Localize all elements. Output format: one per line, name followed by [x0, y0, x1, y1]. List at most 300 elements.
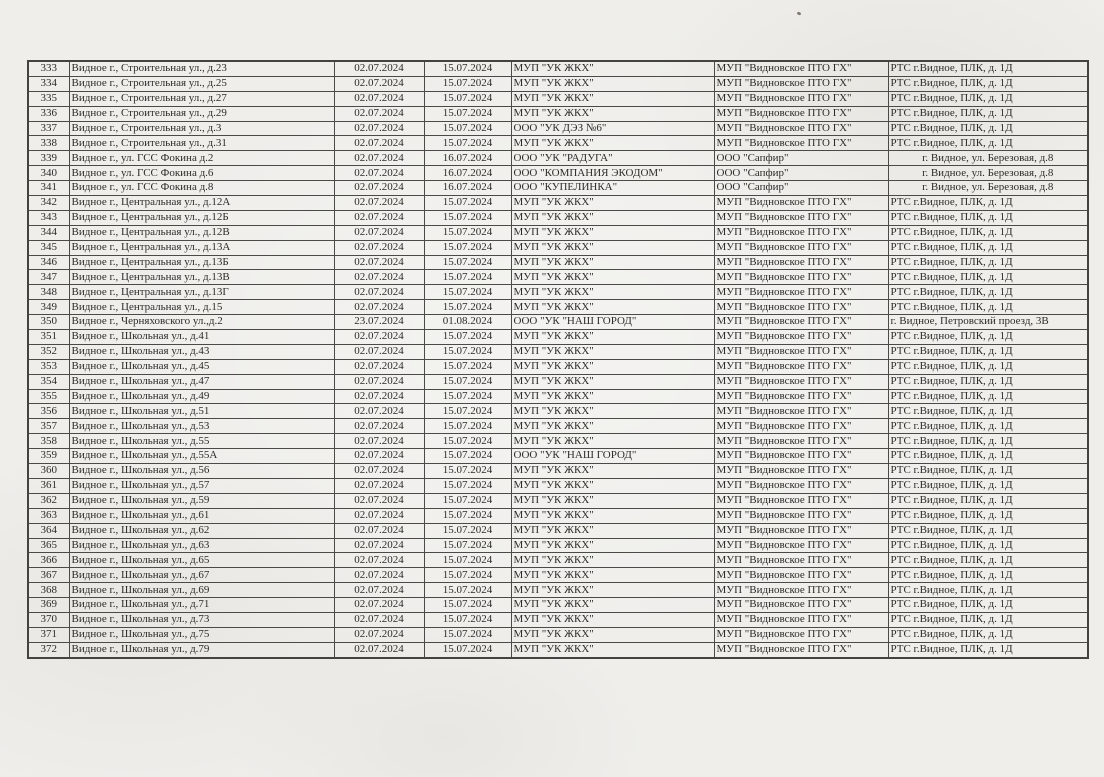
cell-end-date: 15.07.2024 [424, 627, 511, 642]
cell-heat-supplier: МУП "Видновское ПТО ГХ" [714, 285, 888, 300]
cell-row-number: 353 [28, 359, 69, 374]
cell-address: Видное г., Школьная ул., д.57 [69, 478, 334, 493]
cell-address: Видное г., Школьная ул., д.49 [69, 389, 334, 404]
cell-address: Видное г., Черняховского ул.,д.2 [69, 315, 334, 330]
table-row [28, 240, 1088, 255]
cell-end-date: 16.07.2024 [424, 181, 511, 196]
table-row [28, 478, 1088, 493]
cell-management-company: МУП "УК ЖКХ" [511, 627, 714, 642]
cell-end-date: 15.07.2024 [424, 583, 511, 598]
cell-management-company: МУП "УК ЖКХ" [511, 538, 714, 553]
cell-management-company: МУП "УК ЖКХ" [511, 255, 714, 270]
cell-management-company: МУП "УК ЖКХ" [511, 568, 714, 583]
cell-address: Видное г., Центральная ул., д.13А [69, 240, 334, 255]
cell-heat-source: РТС г.Видное, ПЛК, д. 1Д [888, 538, 1088, 553]
cell-row-number: 333 [28, 61, 69, 76]
cell-start-date: 02.07.2024 [334, 598, 424, 613]
cell-management-company: МУП "УК ЖКХ" [511, 344, 714, 359]
cell-address: Видное г., Школьная ул., д.56 [69, 464, 334, 479]
cell-heat-supplier: МУП "Видновское ПТО ГХ" [714, 121, 888, 136]
cell-heat-source: РТС г.Видное, ПЛК, д. 1Д [888, 493, 1088, 508]
cell-row-number: 367 [28, 568, 69, 583]
cell-heat-source: РТС г.Видное, ПЛК, д. 1Д [888, 210, 1088, 225]
cell-management-company: МУП "УК ЖКХ" [511, 270, 714, 285]
table-row [28, 449, 1088, 464]
cell-row-number: 338 [28, 136, 69, 151]
cell-address: Видное г., Школьная ул., д.43 [69, 344, 334, 359]
cell-row-number: 350 [28, 315, 69, 330]
cell-end-date: 15.07.2024 [424, 598, 511, 613]
cell-address: Видное г., Школьная ул., д.47 [69, 374, 334, 389]
table-row [28, 225, 1088, 240]
cell-row-number: 337 [28, 121, 69, 136]
cell-heat-source: РТС г.Видное, ПЛК, д. 1Д [888, 419, 1088, 434]
cell-heat-source: РТС г.Видное, ПЛК, д. 1Д [888, 285, 1088, 300]
cell-heat-supplier: МУП "Видновское ПТО ГХ" [714, 508, 888, 523]
cell-row-number: 357 [28, 419, 69, 434]
cell-management-company: ООО "УК "РАДУГА" [511, 151, 714, 166]
cell-start-date: 02.07.2024 [334, 270, 424, 285]
cell-heat-source: РТС г.Видное, ПЛК, д. 1Д [888, 136, 1088, 151]
table-row [28, 136, 1088, 151]
cell-heat-source: РТС г.Видное, ПЛК, д. 1Д [888, 508, 1088, 523]
cell-address: Видное г., Школьная ул., д.55 [69, 434, 334, 449]
cell-management-company: МУП "УК ЖКХ" [511, 106, 714, 121]
cell-heat-source: РТС г.Видное, ПЛК, д. 1Д [888, 330, 1088, 345]
cell-end-date: 15.07.2024 [424, 255, 511, 270]
cell-address: Видное г., Школьная ул., д.51 [69, 404, 334, 419]
cell-heat-source: РТС г.Видное, ПЛК, д. 1Д [888, 583, 1088, 598]
cell-heat-supplier: МУП "Видновское ПТО ГХ" [714, 523, 888, 538]
cell-start-date: 02.07.2024 [334, 240, 424, 255]
cell-row-number: 354 [28, 374, 69, 389]
cell-start-date: 02.07.2024 [334, 300, 424, 315]
cell-heat-supplier: МУП "Видновское ПТО ГХ" [714, 255, 888, 270]
table-row [28, 583, 1088, 598]
table-row [28, 255, 1088, 270]
table-row [28, 568, 1088, 583]
cell-heat-supplier: МУП "Видновское ПТО ГХ" [714, 612, 888, 627]
cell-management-company: ООО "УК "НАШ ГОРОД" [511, 449, 714, 464]
cell-heat-supplier: МУП "Видновское ПТО ГХ" [714, 315, 888, 330]
table-row [28, 359, 1088, 374]
cell-row-number: 348 [28, 285, 69, 300]
cell-address: Видное г., Центральная ул., д.12А [69, 196, 334, 211]
cell-heat-source: г. Видное, ул. Березовая, д.8 [888, 181, 1088, 196]
cell-address: Видное г., ул. ГСС Фокина д.6 [69, 166, 334, 181]
cell-management-company: МУП "УК ЖКХ" [511, 523, 714, 538]
cell-address: Видное г., Строительная ул., д.23 [69, 61, 334, 76]
ink-speck [797, 11, 802, 15]
cell-management-company: МУП "УК ЖКХ" [511, 210, 714, 225]
cell-address: Видное г., Школьная ул., д.55А [69, 449, 334, 464]
cell-heat-source: РТС г.Видное, ПЛК, д. 1Д [888, 374, 1088, 389]
cell-start-date: 02.07.2024 [334, 553, 424, 568]
cell-start-date: 02.07.2024 [334, 612, 424, 627]
cell-heat-source: РТС г.Видное, ПЛК, д. 1Д [888, 300, 1088, 315]
cell-row-number: 364 [28, 523, 69, 538]
cell-heat-supplier: МУП "Видновское ПТО ГХ" [714, 568, 888, 583]
cell-address: Видное г., Центральная ул., д.13Б [69, 255, 334, 270]
cell-end-date: 15.07.2024 [424, 240, 511, 255]
cell-row-number: 370 [28, 612, 69, 627]
cell-start-date: 02.07.2024 [334, 523, 424, 538]
cell-heat-supplier: МУП "Видновское ПТО ГХ" [714, 225, 888, 240]
cell-management-company: МУП "УК ЖКХ" [511, 434, 714, 449]
cell-end-date: 15.07.2024 [424, 344, 511, 359]
cell-end-date: 15.07.2024 [424, 285, 511, 300]
cell-start-date: 02.07.2024 [334, 508, 424, 523]
table-row [28, 553, 1088, 568]
cell-start-date: 02.07.2024 [334, 464, 424, 479]
cell-row-number: 345 [28, 240, 69, 255]
table-row [28, 300, 1088, 315]
cell-management-company: ООО "КОМПАНИЯ ЭКОДОМ" [511, 166, 714, 181]
cell-heat-supplier: МУП "Видновское ПТО ГХ" [714, 493, 888, 508]
cell-row-number: 336 [28, 106, 69, 121]
cell-start-date: 02.07.2024 [334, 136, 424, 151]
cell-heat-supplier: МУП "Видновское ПТО ГХ" [714, 106, 888, 121]
cell-address: Видное г., Строительная ул., д.3 [69, 121, 334, 136]
cell-row-number: 342 [28, 196, 69, 211]
table-row [28, 166, 1088, 181]
cell-address: Видное г., Строительная ул., д.31 [69, 136, 334, 151]
cell-management-company: МУП "УК ЖКХ" [511, 598, 714, 613]
cell-management-company: ООО "УК "НАШ ГОРОД" [511, 315, 714, 330]
cell-start-date: 02.07.2024 [334, 642, 424, 657]
cell-heat-supplier: МУП "Видновское ПТО ГХ" [714, 419, 888, 434]
cell-start-date: 02.07.2024 [334, 210, 424, 225]
table-row [28, 612, 1088, 627]
table-body [28, 61, 1088, 658]
cell-end-date: 15.07.2024 [424, 508, 511, 523]
cell-management-company: МУП "УК ЖКХ" [511, 553, 714, 568]
cell-end-date: 15.07.2024 [424, 419, 511, 434]
cell-start-date: 02.07.2024 [334, 344, 424, 359]
cell-end-date: 15.07.2024 [424, 61, 511, 76]
cell-start-date: 02.07.2024 [334, 449, 424, 464]
cell-heat-supplier: МУП "Видновское ПТО ГХ" [714, 538, 888, 553]
cell-row-number: 351 [28, 330, 69, 345]
table-row [28, 389, 1088, 404]
cell-row-number: 366 [28, 553, 69, 568]
cell-address: Видное г., Школьная ул., д.79 [69, 642, 334, 657]
cell-heat-source: РТС г.Видное, ПЛК, д. 1Д [888, 389, 1088, 404]
cell-heat-source: РТС г.Видное, ПЛК, д. 1Д [888, 642, 1088, 657]
cell-end-date: 15.07.2024 [424, 553, 511, 568]
cell-row-number: 372 [28, 642, 69, 657]
cell-row-number: 352 [28, 344, 69, 359]
table-row [28, 434, 1088, 449]
cell-heat-source: РТС г.Видное, ПЛК, д. 1Д [888, 478, 1088, 493]
cell-address: Видное г., Школьная ул., д.62 [69, 523, 334, 538]
cell-heat-supplier: МУП "Видновское ПТО ГХ" [714, 240, 888, 255]
cell-heat-source: РТС г.Видное, ПЛК, д. 1Д [888, 61, 1088, 76]
cell-row-number: 371 [28, 627, 69, 642]
cell-start-date: 02.07.2024 [334, 255, 424, 270]
cell-end-date: 15.07.2024 [424, 642, 511, 657]
cell-start-date: 02.07.2024 [334, 389, 424, 404]
cell-heat-source: РТС г.Видное, ПЛК, д. 1Д [888, 404, 1088, 419]
cell-heat-source: РТС г.Видное, ПЛК, д. 1Д [888, 255, 1088, 270]
cell-heat-supplier: ООО "Сапфир" [714, 151, 888, 166]
cell-management-company: МУП "УК ЖКХ" [511, 91, 714, 106]
cell-end-date: 15.07.2024 [424, 449, 511, 464]
cell-heat-supplier: МУП "Видновское ПТО ГХ" [714, 300, 888, 315]
cell-heat-source: РТС г.Видное, ПЛК, д. 1Д [888, 523, 1088, 538]
table-row [28, 196, 1088, 211]
cell-management-company: МУП "УК ЖКХ" [511, 583, 714, 598]
cell-start-date: 02.07.2024 [334, 181, 424, 196]
cell-heat-source: РТС г.Видное, ПЛК, д. 1Д [888, 76, 1088, 91]
cell-address: Видное г., Центральная ул., д.12В [69, 225, 334, 240]
table-row [28, 315, 1088, 330]
cell-heat-source: РТС г.Видное, ПЛК, д. 1Д [888, 434, 1088, 449]
cell-end-date: 15.07.2024 [424, 76, 511, 91]
table-row [28, 464, 1088, 479]
cell-address: Видное г., Строительная ул., д.25 [69, 76, 334, 91]
cell-heat-supplier: ООО "Сапфир" [714, 166, 888, 181]
cell-end-date: 15.07.2024 [424, 196, 511, 211]
cell-start-date: 02.07.2024 [334, 151, 424, 166]
cell-end-date: 15.07.2024 [424, 91, 511, 106]
cell-end-date: 16.07.2024 [424, 151, 511, 166]
cell-end-date: 15.07.2024 [424, 136, 511, 151]
cell-end-date: 15.07.2024 [424, 389, 511, 404]
cell-management-company: МУП "УК ЖКХ" [511, 61, 714, 76]
cell-end-date: 15.07.2024 [424, 493, 511, 508]
cell-end-date: 15.07.2024 [424, 225, 511, 240]
cell-address: Видное г., ул. ГСС Фокина д.8 [69, 181, 334, 196]
cell-start-date: 02.07.2024 [334, 493, 424, 508]
cell-end-date: 15.07.2024 [424, 359, 511, 374]
cell-heat-supplier: МУП "Видновское ПТО ГХ" [714, 76, 888, 91]
cell-address: Видное г., Школьная ул., д.67 [69, 568, 334, 583]
cell-row-number: 356 [28, 404, 69, 419]
table-row [28, 598, 1088, 613]
table-row [28, 523, 1088, 538]
cell-heat-supplier: МУП "Видновское ПТО ГХ" [714, 642, 888, 657]
table-row [28, 344, 1088, 359]
table-row [28, 493, 1088, 508]
cell-end-date: 15.07.2024 [424, 106, 511, 121]
cell-end-date: 15.07.2024 [424, 568, 511, 583]
cell-address: Видное г., Школьная ул., д.63 [69, 538, 334, 553]
table-row [28, 210, 1088, 225]
cell-start-date: 02.07.2024 [334, 478, 424, 493]
cell-end-date: 16.07.2024 [424, 166, 511, 181]
cell-heat-supplier: МУП "Видновское ПТО ГХ" [714, 359, 888, 374]
table-row [28, 508, 1088, 523]
cell-end-date: 15.07.2024 [424, 270, 511, 285]
cell-start-date: 02.07.2024 [334, 330, 424, 345]
cell-heat-supplier: МУП "Видновское ПТО ГХ" [714, 389, 888, 404]
cell-heat-source: РТС г.Видное, ПЛК, д. 1Д [888, 464, 1088, 479]
cell-start-date: 02.07.2024 [334, 404, 424, 419]
cell-management-company: МУП "УК ЖКХ" [511, 285, 714, 300]
cell-start-date: 02.07.2024 [334, 285, 424, 300]
cell-row-number: 365 [28, 538, 69, 553]
cell-address: Видное г., ул. ГСС Фокина д.2 [69, 151, 334, 166]
cell-row-number: 362 [28, 493, 69, 508]
cell-heat-source: РТС г.Видное, ПЛК, д. 1Д [888, 106, 1088, 121]
cell-end-date: 15.07.2024 [424, 523, 511, 538]
cell-heat-source: РТС г.Видное, ПЛК, д. 1Д [888, 240, 1088, 255]
cell-row-number: 347 [28, 270, 69, 285]
cell-heat-supplier: МУП "Видновское ПТО ГХ" [714, 270, 888, 285]
cell-end-date: 15.07.2024 [424, 121, 511, 136]
cell-address: Видное г., Строительная ул., д.27 [69, 91, 334, 106]
cell-heat-source: г. Видное, ул. Березовая, д.8 [888, 166, 1088, 181]
cell-start-date: 02.07.2024 [334, 419, 424, 434]
cell-row-number: 344 [28, 225, 69, 240]
cell-management-company: МУП "УК ЖКХ" [511, 136, 714, 151]
cell-heat-supplier: МУП "Видновское ПТО ГХ" [714, 61, 888, 76]
cell-management-company: МУП "УК ЖКХ" [511, 642, 714, 657]
table-row [28, 627, 1088, 642]
cell-address: Видное г., Школьная ул., д.73 [69, 612, 334, 627]
cell-row-number: 363 [28, 508, 69, 523]
cell-address: Видное г., Школьная ул., д.65 [69, 553, 334, 568]
cell-management-company: ООО "КУПЕЛИНКА" [511, 181, 714, 196]
cell-row-number: 368 [28, 583, 69, 598]
cell-end-date: 15.07.2024 [424, 538, 511, 553]
cell-heat-supplier: МУП "Видновское ПТО ГХ" [714, 374, 888, 389]
table-row [28, 106, 1088, 121]
cell-address: Видное г., Школьная ул., д.61 [69, 508, 334, 523]
table-row [28, 538, 1088, 553]
cell-start-date: 02.07.2024 [334, 225, 424, 240]
cell-heat-source: РТС г.Видное, ПЛК, д. 1Д [888, 449, 1088, 464]
cell-heat-source: г. Видное, Петровский проезд, 3В [888, 315, 1088, 330]
cell-start-date: 02.07.2024 [334, 583, 424, 598]
cell-row-number: 355 [28, 389, 69, 404]
cell-start-date: 02.07.2024 [334, 374, 424, 389]
cell-heat-source: РТС г.Видное, ПЛК, д. 1Д [888, 196, 1088, 211]
cell-heat-supplier: МУП "Видновское ПТО ГХ" [714, 478, 888, 493]
cell-management-company: МУП "УК ЖКХ" [511, 389, 714, 404]
cell-row-number: 339 [28, 151, 69, 166]
cell-start-date: 02.07.2024 [334, 76, 424, 91]
cell-management-company: ООО "УК ДЭЗ №6" [511, 121, 714, 136]
cell-management-company: МУП "УК ЖКХ" [511, 240, 714, 255]
cell-end-date: 15.07.2024 [424, 330, 511, 345]
cell-heat-supplier: МУП "Видновское ПТО ГХ" [714, 583, 888, 598]
table-row [28, 374, 1088, 389]
cell-address: Видное г., Школьная ул., д.53 [69, 419, 334, 434]
cell-start-date: 23.07.2024 [334, 315, 424, 330]
cell-start-date: 02.07.2024 [334, 434, 424, 449]
cell-heat-supplier: МУП "Видновское ПТО ГХ" [714, 464, 888, 479]
cell-management-company: МУП "УК ЖКХ" [511, 300, 714, 315]
table-row [28, 642, 1088, 657]
cell-address: Видное г., Школьная ул., д.69 [69, 583, 334, 598]
cell-end-date: 15.07.2024 [424, 404, 511, 419]
cell-end-date: 15.07.2024 [424, 374, 511, 389]
cell-heat-supplier: МУП "Видновское ПТО ГХ" [714, 330, 888, 345]
cell-heat-source: РТС г.Видное, ПЛК, д. 1Д [888, 612, 1088, 627]
cell-end-date: 15.07.2024 [424, 478, 511, 493]
cell-row-number: 334 [28, 76, 69, 91]
cell-start-date: 02.07.2024 [334, 568, 424, 583]
cell-heat-supplier: МУП "Видновское ПТО ГХ" [714, 91, 888, 106]
cell-start-date: 02.07.2024 [334, 106, 424, 121]
cell-row-number: 358 [28, 434, 69, 449]
cell-start-date: 02.07.2024 [334, 166, 424, 181]
cell-heat-supplier: МУП "Видновское ПТО ГХ" [714, 627, 888, 642]
table-row [28, 151, 1088, 166]
cell-start-date: 02.07.2024 [334, 196, 424, 211]
cell-management-company: МУП "УК ЖКХ" [511, 196, 714, 211]
cell-management-company: МУП "УК ЖКХ" [511, 374, 714, 389]
cell-heat-supplier: МУП "Видновское ПТО ГХ" [714, 449, 888, 464]
cell-row-number: 346 [28, 255, 69, 270]
cell-start-date: 02.07.2024 [334, 359, 424, 374]
table-row [28, 330, 1088, 345]
cell-heat-source: РТС г.Видное, ПЛК, д. 1Д [888, 598, 1088, 613]
cell-management-company: МУП "УК ЖКХ" [511, 508, 714, 523]
cell-heat-source: РТС г.Видное, ПЛК, д. 1Д [888, 553, 1088, 568]
cell-address: Видное г., Центральная ул., д.15 [69, 300, 334, 315]
cell-address: Видное г., Центральная ул., д.13В [69, 270, 334, 285]
table-row [28, 121, 1088, 136]
cell-row-number: 340 [28, 166, 69, 181]
cell-management-company: МУП "УК ЖКХ" [511, 76, 714, 91]
cell-row-number: 335 [28, 91, 69, 106]
cell-management-company: МУП "УК ЖКХ" [511, 419, 714, 434]
cell-heat-source: РТС г.Видное, ПЛК, д. 1Д [888, 270, 1088, 285]
cell-heat-source: РТС г.Видное, ПЛК, д. 1Д [888, 225, 1088, 240]
cell-heat-source: г. Видное, ул. Березовая, д.8 [888, 151, 1088, 166]
cell-start-date: 02.07.2024 [334, 627, 424, 642]
cell-address: Видное г., Школьная ул., д.59 [69, 493, 334, 508]
cell-row-number: 343 [28, 210, 69, 225]
cell-address: Видное г., Центральная ул., д.12Б [69, 210, 334, 225]
cell-row-number: 360 [28, 464, 69, 479]
cell-management-company: МУП "УК ЖКХ" [511, 225, 714, 240]
cell-start-date: 02.07.2024 [334, 121, 424, 136]
cell-address: Видное г., Строительная ул., д.29 [69, 106, 334, 121]
cell-heat-source: РТС г.Видное, ПЛК, д. 1Д [888, 359, 1088, 374]
table-row [28, 419, 1088, 434]
cell-heat-supplier: МУП "Видновское ПТО ГХ" [714, 404, 888, 419]
cell-heat-source: РТС г.Видное, ПЛК, д. 1Д [888, 627, 1088, 642]
table-row [28, 270, 1088, 285]
cell-management-company: МУП "УК ЖКХ" [511, 464, 714, 479]
cell-row-number: 349 [28, 300, 69, 315]
cell-management-company: МУП "УК ЖКХ" [511, 612, 714, 627]
schedule-table [27, 60, 1089, 659]
cell-start-date: 02.07.2024 [334, 61, 424, 76]
cell-heat-supplier: МУП "Видновское ПТО ГХ" [714, 136, 888, 151]
cell-end-date: 15.07.2024 [424, 210, 511, 225]
cell-end-date: 01.08.2024 [424, 315, 511, 330]
table-row [28, 61, 1088, 76]
cell-start-date: 02.07.2024 [334, 91, 424, 106]
cell-heat-supplier: ООО "Сапфир" [714, 181, 888, 196]
table-row [28, 76, 1088, 91]
cell-heat-supplier: МУП "Видновское ПТО ГХ" [714, 598, 888, 613]
table-row [28, 91, 1088, 106]
cell-management-company: МУП "УК ЖКХ" [511, 404, 714, 419]
cell-end-date: 15.07.2024 [424, 434, 511, 449]
cell-management-company: МУП "УК ЖКХ" [511, 330, 714, 345]
cell-heat-source: РТС г.Видное, ПЛК, д. 1Д [888, 121, 1088, 136]
cell-row-number: 369 [28, 598, 69, 613]
cell-management-company: МУП "УК ЖКХ" [511, 478, 714, 493]
cell-end-date: 15.07.2024 [424, 300, 511, 315]
table-row [28, 404, 1088, 419]
